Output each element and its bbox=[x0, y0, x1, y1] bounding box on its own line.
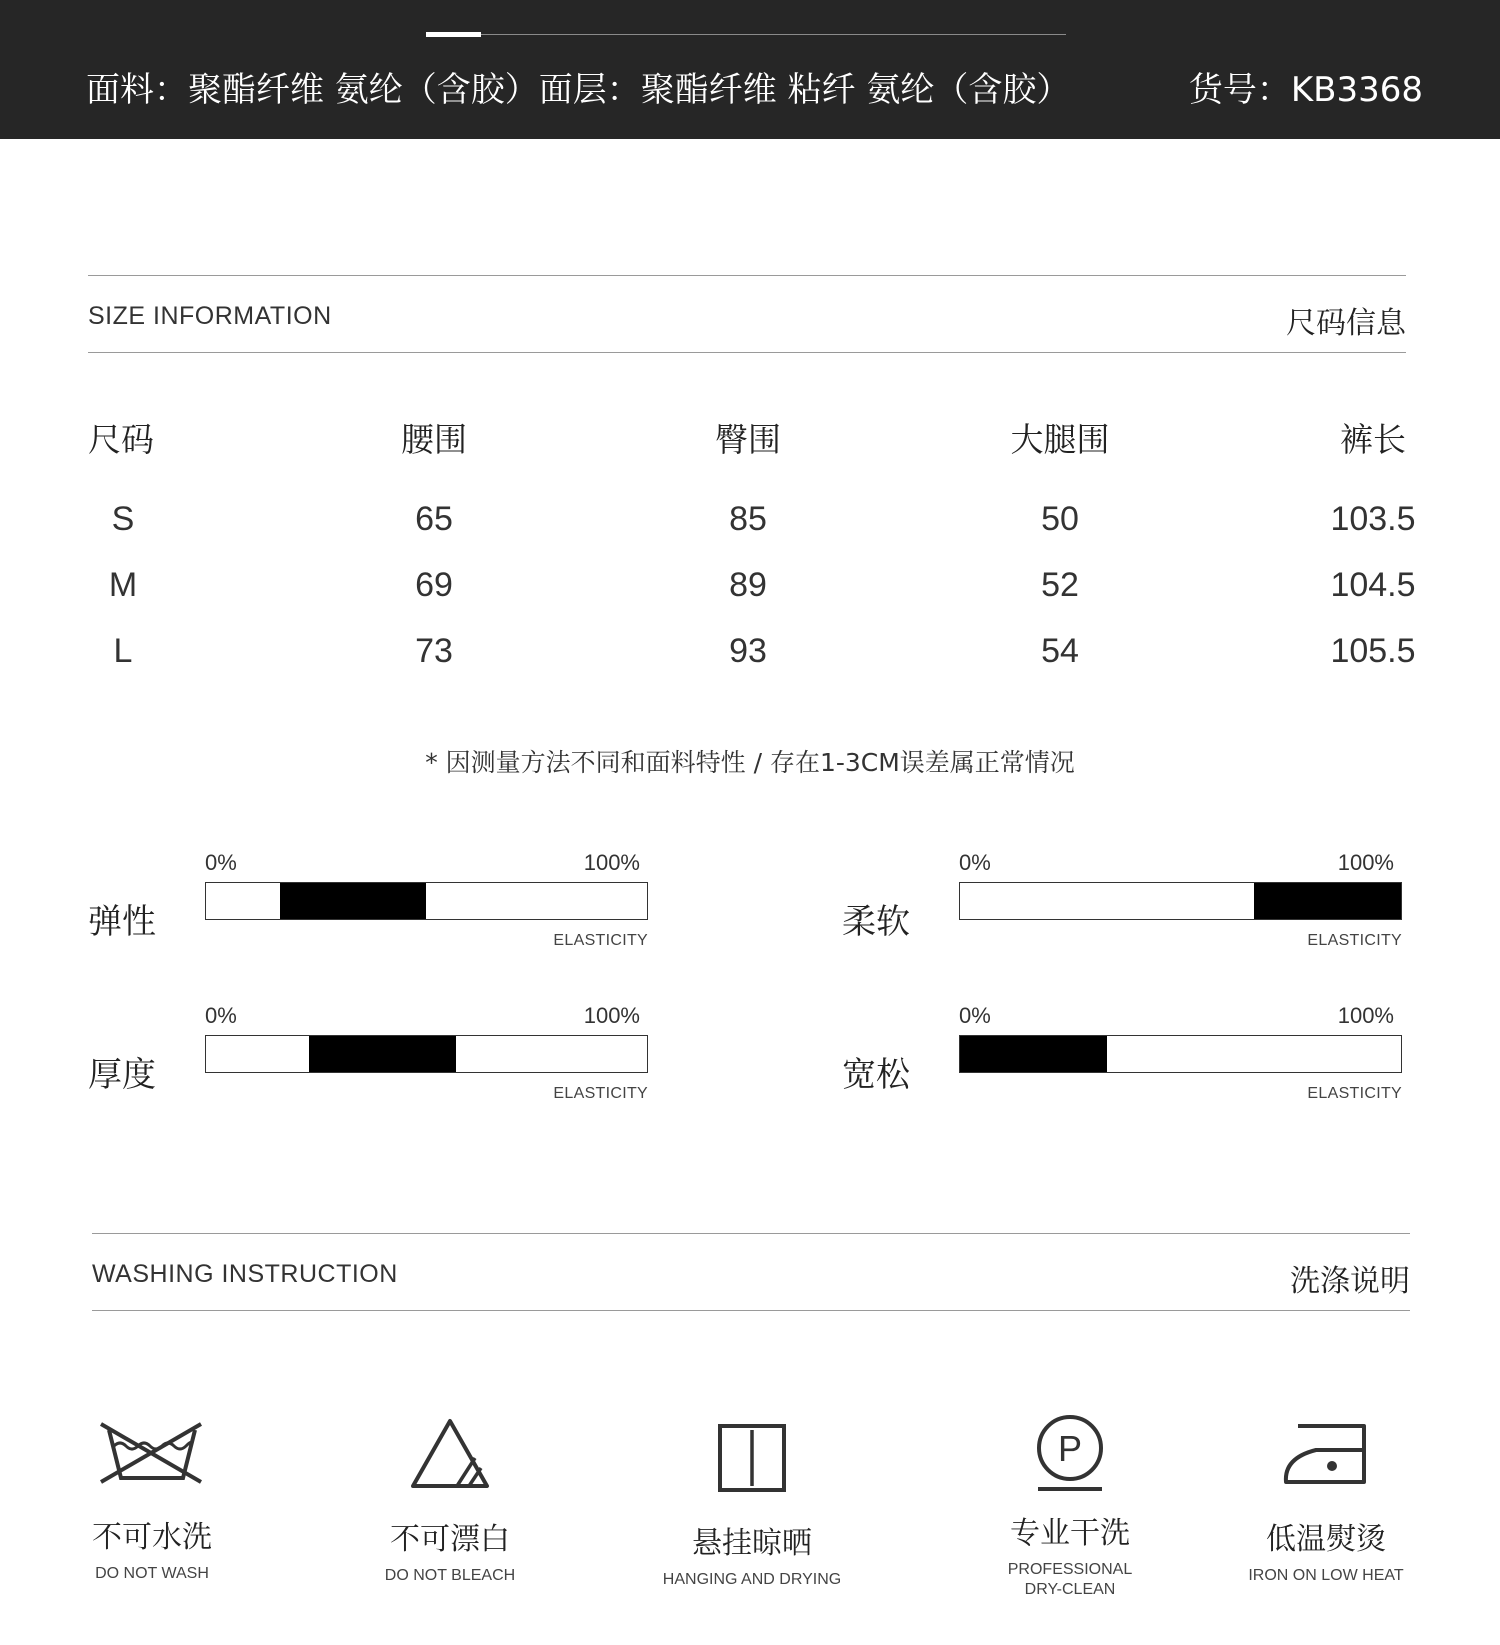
table-cell: L bbox=[113, 632, 133, 670]
wash-label-en: HANGING AND DRYING bbox=[662, 1571, 842, 1588]
scale-max-label: 100% bbox=[583, 1003, 640, 1028]
table-cell: 85 bbox=[729, 500, 767, 538]
attribute-label: 柔软 bbox=[842, 902, 910, 942]
attribute-label: 厚度 bbox=[88, 1055, 156, 1095]
table-cell: 69 bbox=[415, 566, 453, 604]
attribute-caption: ELASTICITY bbox=[1307, 932, 1402, 949]
table-cell: 50 bbox=[1041, 500, 1079, 538]
size-section-title-zh: 尺码信息 bbox=[1286, 306, 1406, 341]
wash-label-zh: 不可漂白 bbox=[390, 1522, 510, 1557]
table-row bbox=[88, 566, 1418, 632]
scale-min-label: 0% bbox=[205, 850, 237, 875]
wash-section-header bbox=[92, 1233, 1410, 1311]
column-header-hip: 臀围 bbox=[715, 420, 781, 459]
column-header-length: 裤长 bbox=[1340, 420, 1406, 459]
wash-label-zh: 悬挂晾晒 bbox=[692, 1526, 812, 1561]
wash-label-zh: 不可水洗 bbox=[92, 1520, 212, 1555]
size-section-title-en: SIZE INFORMATION bbox=[88, 302, 332, 330]
column-header-thigh: 大腿围 bbox=[1010, 420, 1110, 459]
wash-label-en-line2: DRY-CLEAN bbox=[1024, 1581, 1116, 1598]
attribute-caption: ELASTICITY bbox=[553, 1085, 648, 1102]
table-cell: 105.5 bbox=[1330, 632, 1416, 670]
size-table bbox=[88, 414, 1418, 698]
hang-dry-icon bbox=[716, 1422, 788, 1494]
iron-low-heat-icon bbox=[1276, 1418, 1376, 1490]
size-section-header bbox=[88, 275, 1406, 353]
wash-label-zh: 专业干洗 bbox=[1010, 1516, 1130, 1551]
table-row bbox=[88, 500, 1418, 566]
wash-label-en: DO NOT WASH bbox=[95, 1565, 209, 1582]
table-cell: 65 bbox=[415, 500, 453, 538]
table-cell: 93 bbox=[729, 632, 767, 670]
professional-dry-clean-icon bbox=[1030, 1412, 1110, 1494]
wash-item-hang-dry bbox=[642, 1422, 862, 1590]
wash-item-professional-dry-clean bbox=[960, 1412, 1180, 1600]
measurement-note: * 因测量方法不同和面料特性 / 存在1-3CM误差属正常情况 bbox=[425, 748, 1075, 777]
table-cell: 52 bbox=[1041, 566, 1079, 604]
table-cell: 54 bbox=[1041, 632, 1079, 670]
table-cell: 89 bbox=[729, 566, 767, 604]
wash-label-en: PROFESSIONAL bbox=[1007, 1561, 1133, 1578]
table-cell: 73 bbox=[415, 632, 453, 670]
wash-item-do-not-wash bbox=[42, 1418, 262, 1584]
scale-max-label: 100% bbox=[1337, 1003, 1394, 1028]
wash-label-en: DO NOT BLEACH bbox=[384, 1567, 516, 1584]
attribute-bar-fill bbox=[1254, 883, 1401, 919]
attribute-bar bbox=[959, 882, 1402, 920]
material-info: 面料：聚酯纤维 氨纶（含胶）面层：聚酯纤维 粘纤 氨纶（含胶） bbox=[86, 70, 1071, 110]
scale-min-label: 0% bbox=[205, 1003, 237, 1028]
scale-max-label: 100% bbox=[1337, 850, 1394, 875]
do-not-wash-icon bbox=[97, 1418, 207, 1488]
attribute-caption: ELASTICITY bbox=[1307, 1085, 1402, 1102]
wash-section-title-en: WASHING INSTRUCTION bbox=[92, 1260, 398, 1288]
svg-text:P: P bbox=[1057, 1428, 1083, 1469]
attribute-caption: ELASTICITY bbox=[553, 932, 648, 949]
wash-item-iron-low-heat bbox=[1216, 1418, 1436, 1586]
table-cell: M bbox=[108, 566, 138, 604]
scale-max-label: 100% bbox=[583, 850, 640, 875]
scale-min-label: 0% bbox=[959, 1003, 991, 1028]
table-cell: 103.5 bbox=[1330, 500, 1416, 538]
attribute-looseness bbox=[842, 1003, 1402, 1118]
scale-min-label: 0% bbox=[959, 850, 991, 875]
attribute-bar-fill bbox=[960, 1036, 1107, 1072]
table-row bbox=[88, 632, 1418, 698]
attribute-bar bbox=[959, 1035, 1402, 1073]
wash-item-do-not-bleach bbox=[340, 1418, 560, 1586]
attribute-bar bbox=[205, 882, 648, 920]
attribute-label: 宽松 bbox=[842, 1055, 910, 1095]
wash-label-zh: 低温熨烫 bbox=[1266, 1522, 1386, 1557]
table-cell: 104.5 bbox=[1330, 566, 1416, 604]
attribute-elasticity bbox=[88, 850, 648, 965]
attribute-softness bbox=[842, 850, 1402, 965]
column-header-size: 尺码 bbox=[88, 420, 154, 459]
wash-label-en: IRON ON LOW HEAT bbox=[1248, 1567, 1404, 1584]
column-header-waist: 腰围 bbox=[401, 420, 467, 459]
attribute-label: 弹性 bbox=[88, 902, 156, 942]
do-not-bleach-icon bbox=[405, 1418, 495, 1490]
attribute-thickness bbox=[88, 1003, 648, 1118]
attribute-bar-fill bbox=[280, 883, 427, 919]
item-code: 货号：KB3368 bbox=[1188, 70, 1423, 110]
header-divider-accent bbox=[426, 32, 481, 37]
table-header-row bbox=[88, 414, 1418, 500]
table-cell: S bbox=[111, 500, 135, 538]
attribute-bar-fill bbox=[309, 1036, 456, 1072]
wash-section-title-zh: 洗涤说明 bbox=[1290, 1264, 1410, 1299]
header-band bbox=[0, 0, 1500, 139]
attribute-bar bbox=[205, 1035, 648, 1073]
header-divider bbox=[426, 34, 1066, 35]
